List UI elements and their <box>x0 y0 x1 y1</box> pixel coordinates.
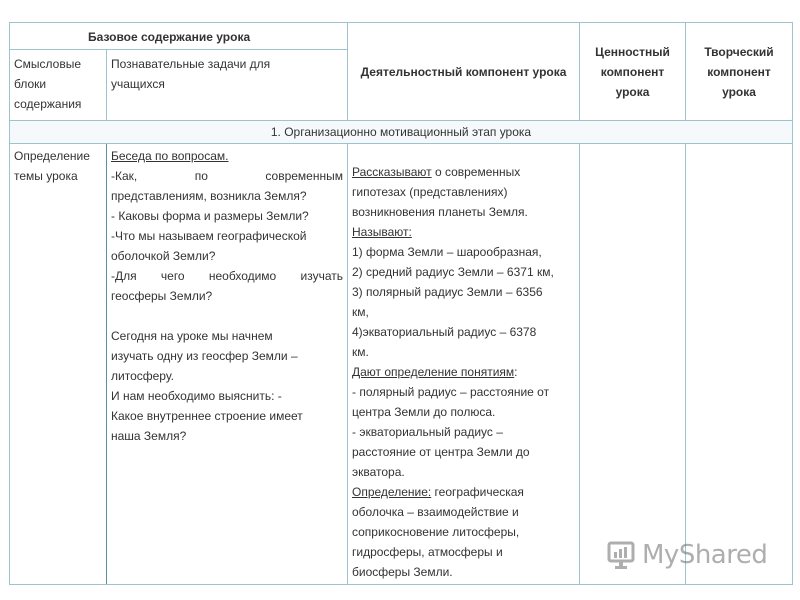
creative-component-header: Творческий компонент урока <box>686 23 793 121</box>
lesson-plan-table <box>9 22 793 585</box>
base-content-header: Базовое содержание урока <box>10 23 348 50</box>
cognitive-tasks-cell: Беседа по вопросам. -Как, по современным представлениям, возникла Земля? - Каковы форма и размеры Земли? -Что мы называем географической оболочкой Земли? -Для чего необходимо изучать геосферы Земли? Сегодня на уроке мы начнем изучать одну из геосфер Земли – литосферу. И нам необходимо выяснить: - Какое внутреннее строение имеет наша Земля? <box>107 144 348 585</box>
definitions-heading: Дают определение понятиям: <box>352 365 518 379</box>
myshared-logo-icon <box>606 539 638 571</box>
value-component-header: Ценностный компонент урока <box>580 23 686 121</box>
header-row-top <box>10 23 793 50</box>
semantic-block-cell: Определение темы урока <box>10 144 107 585</box>
creative-component-cell <box>686 144 793 585</box>
tell-line: Рассказывают о современных <box>352 165 521 179</box>
question-2: - Каковы форма и размеры Земли? <box>111 209 309 223</box>
question-4: -Для чего необходимо изучать <box>111 269 343 283</box>
activity-component-header: Деятельностный компонент урока <box>348 23 580 121</box>
activity-cell: Рассказывают о современных гипотезах (представлениях) возникновения планеты Земля. Называют: 1) форма Земли – шарообразная, 2) средний радиус Земли – 6371 км, 3) полярный радиус Земли – 6356 км, 4)экваториальный радиус – 6378 км. Дают определение понятиям: - полярный радиус – расстояние от центра Земли до полюса. - экваториальный радиус – расстояние от центра Земли до экватора. Определение: географическая оболочка – взаимодействие и соприкосновение литосферы, гидросферы, атмосферы и биосферы Земли. <box>348 144 580 585</box>
intro-paragraph: Сегодня на уроке мы начнем <box>111 329 273 343</box>
cognitive-tasks-header: Познавательные задачи для учащихся <box>107 50 348 121</box>
semantic-blocks-header: Смысловые блоки содержания <box>10 50 107 121</box>
question-3: -Что мы называем географической <box>111 229 307 243</box>
stage-row <box>10 121 793 144</box>
goal-paragraph: И нам необходимо выяснить: - <box>111 389 282 403</box>
watermark <box>606 535 767 575</box>
stage-title: 1. Организационно мотивационный этап урока <box>10 121 793 144</box>
watermark-text: MyShared <box>642 540 768 570</box>
question-1: -Как, по современным <box>111 169 343 183</box>
definition-line: Определение: географическая <box>352 485 524 499</box>
name-heading: Называют: <box>352 225 412 239</box>
content-row <box>10 144 793 585</box>
conversation-heading: Беседа по вопросам. <box>111 149 229 163</box>
value-component-cell <box>580 144 686 585</box>
